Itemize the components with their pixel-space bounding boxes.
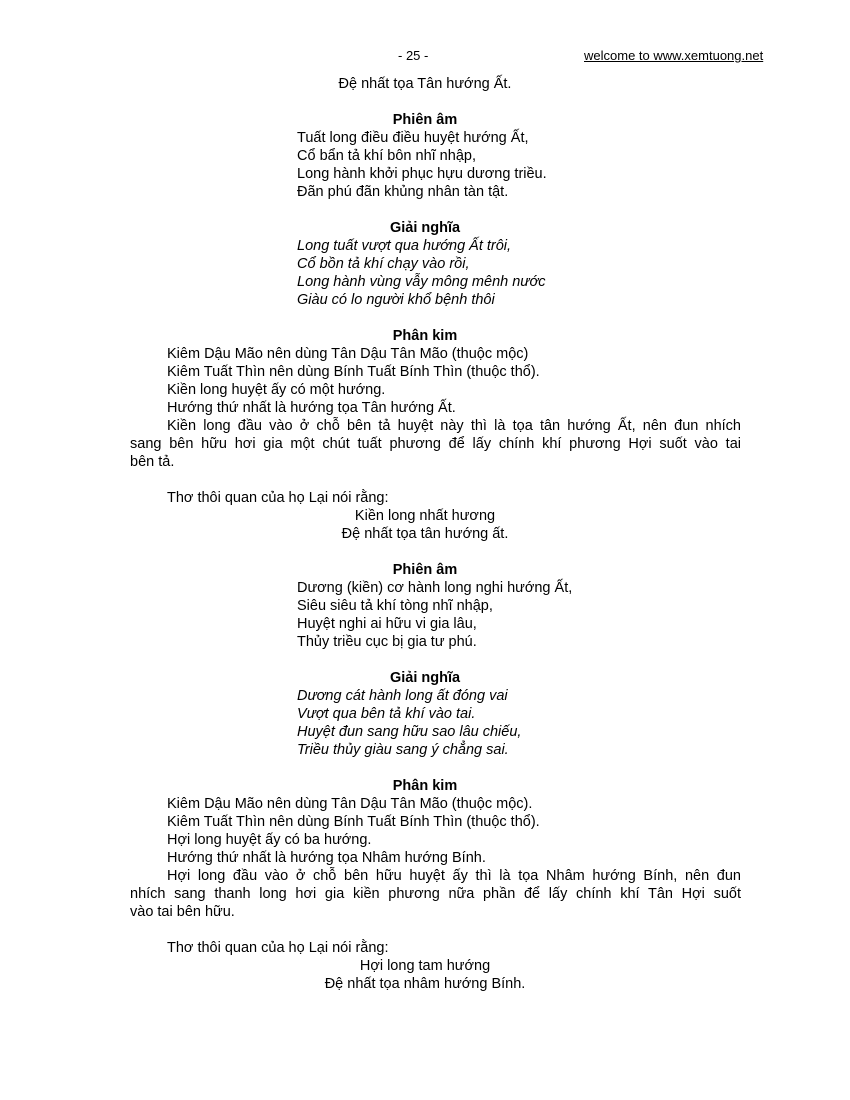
phan-kim-line: Kiền long huyệt ấy có một hướng.	[167, 382, 386, 398]
giai-nghia-line: Long tuất vượt qua hướng Ất trôi,	[297, 238, 512, 254]
poem-line: Hợi long tam hướng	[359, 958, 491, 974]
phan-kim-line: Hướng thứ nhất là hướng tọa Tân hướng Ất.	[167, 400, 456, 416]
phan-kim-line: Kiêm Dậu Mão nên dùng Tân Dậu Tân Mão (thuộc mộc)	[167, 346, 529, 362]
page-number: - 25 -	[398, 48, 429, 63]
giai-nghia-line: Huyệt đun sang hữu sao lâu chiếu,	[297, 724, 522, 740]
paragraph-line: Hợi long đầu vào ở chỗ bên hữu huyệt ấy thì là tọa Nhâm hướng Bính, nên đun	[167, 868, 741, 884]
giai-nghia-line: Triều thủy giàu sang ý chẳng sai.	[297, 742, 509, 758]
poem-intro: Thơ thôi quan của họ Lại nói rằng:	[167, 940, 389, 956]
giai-nghia-title: Giải nghĩa	[389, 220, 461, 236]
paragraph-line: Kiền long đầu vào ở chỗ bên tả huyệt này thì là tọa tân hướng Ất, nên đun nhích	[167, 418, 741, 434]
phien-am-line: Tuất long điều điều huyệt hướng Ất,	[297, 130, 529, 146]
phien-am-line: Dương (kiền) cơ hành long nghi hướng Ất,	[297, 580, 573, 596]
phan-kim-line: Hợi long huyệt ấy có ba hướng.	[167, 832, 372, 848]
giai-nghia-line: Cổ bồn tả khí chạy vào rồi,	[297, 256, 470, 272]
phien-am-line: Huyệt nghi ai hữu vi gia lâu,	[297, 616, 477, 632]
paragraph-line: vào tai bên hữu.	[130, 904, 235, 920]
giai-nghia-line: Dương cát hành long ất đóng vai	[297, 688, 508, 704]
giai-nghia-line: Long hành vùng vẫy mông mênh nước	[297, 274, 546, 290]
giai-nghia-line: Vượt qua bên tả khí vào tai.	[297, 706, 476, 722]
phan-kim-title: Phân kim	[392, 328, 458, 344]
phan-kim-title: Phân kim	[392, 778, 458, 794]
phan-kim-line: Kiêm Dậu Mão nên dùng Tân Dậu Tân Mão (thuộc mộc).	[167, 796, 533, 812]
poem-intro: Thơ thôi quan của họ Lại nói rằng:	[167, 490, 389, 506]
phan-kim-line: Kiêm Tuất Thìn nên dùng Bính Tuất Bính Thìn (thuộc thổ).	[167, 814, 540, 830]
phien-am-line: Thủy triều cục bị gia tư phú.	[297, 634, 477, 650]
poem-line: Đệ nhất tọa tân hướng ất.	[341, 526, 509, 542]
site-link[interactable]: welcome to www.xemtuong.net	[584, 48, 764, 63]
giai-nghia-line: Giàu có lo người khổ bệnh thôi	[297, 292, 495, 308]
phan-kim-line: Hướng thứ nhất là hướng tọa Nhâm hướng Bính.	[167, 850, 486, 866]
section-heading-line: Đệ nhất tọa Tân hướng Ất.	[338, 76, 512, 92]
giai-nghia-title: Giải nghĩa	[389, 670, 461, 686]
phien-am-title: Phiên âm	[392, 562, 458, 578]
phien-am-title: Phiên âm	[392, 112, 458, 128]
paragraph-line: sang bên hữu hơi gia một chút tuất phương để lấy chính khí phương Hợi suốt vào tai	[130, 436, 741, 452]
poem-line: Kiền long nhất hương	[354, 508, 496, 524]
poem-line: Đệ nhất tọa nhâm hướng Bính.	[324, 976, 526, 992]
phien-am-line: Đãn phú đãn khủng nhân tàn tật.	[297, 184, 509, 200]
phien-am-line: Cổ bẩn tả khí bôn nhĩ nhập,	[297, 148, 476, 164]
paragraph-line: nhích sang thanh long hơi gia kiền phương nữa phần để lấy chính khí Tân Hợi suốt	[130, 886, 741, 902]
phien-am-line: Siêu siêu tả khí tòng nhĩ nhập,	[297, 598, 493, 614]
phan-kim-line: Kiêm Tuất Thìn nên dùng Bính Tuất Bính Thìn (thuộc thổ).	[167, 364, 540, 380]
paragraph-line: bên tả.	[130, 454, 175, 470]
phien-am-line: Long hành khởi phục hựu dương triều.	[297, 166, 547, 182]
